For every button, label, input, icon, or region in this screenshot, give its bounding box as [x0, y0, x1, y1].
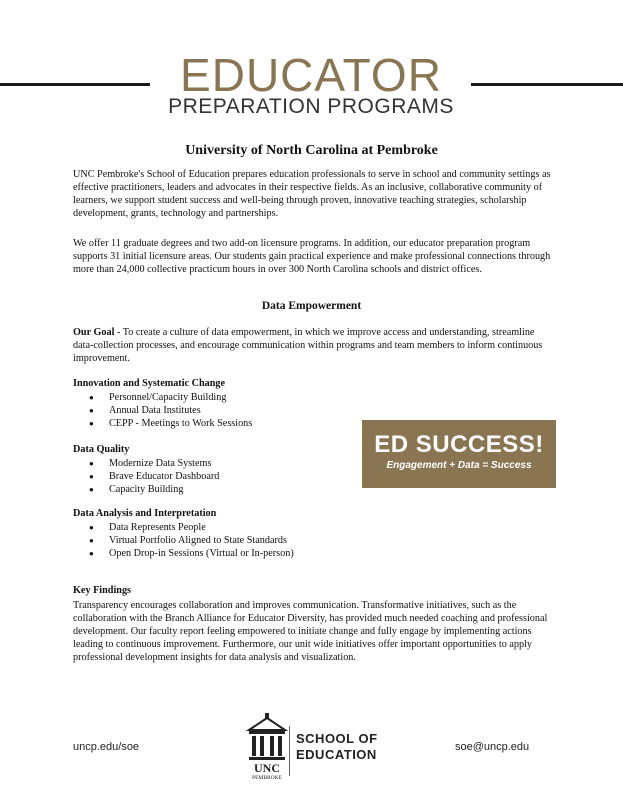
data-empowerment-title: Data Empowerment — [261, 300, 362, 312]
list-item: ● Annual Data Institutes — [89, 404, 252, 417]
section-heading-innovation: Innovation and Systematic Change — [73, 378, 225, 389]
goal-label: Our Goal — [73, 327, 115, 338]
list-item: ● Brave Educator Dashboard — [89, 470, 219, 483]
list-item: ● Data Represents People — [89, 521, 294, 534]
logo-text-top: UNC — [254, 761, 280, 775]
ed-success-callout — [362, 420, 556, 488]
list-item: ● CEPP - Meetings to Work Sessions — [89, 417, 252, 430]
section-heading-data-analysis: Data Analysis and Interpretation — [73, 508, 217, 519]
list-item: ● Open Drop-in Sessions (Virtual or In-person) — [89, 547, 294, 560]
intro-paragraph-1: UNC Pembroke's School of Education prepares education professionals to serve in school and community settings as effective practitioners, leaders and advocates in their respective fields. As an inclusive, collaborative community of learners, we support student success and well-being through proven, innovative teaching strategies, scholarship development, grants, technology and partnerships. — [73, 169, 551, 219]
website-link[interactable]: uncp.edu/soe — [73, 741, 140, 753]
goal-text: - To create a culture of data empowerment, in which we improve access and understanding, streamline data-collection processes, and encourage communication within programs and team members to inform continuous improvement. — [73, 327, 543, 364]
school-of-education-label — [296, 731, 378, 763]
innovation-list — [89, 391, 252, 430]
intro-paragraph-2: We offer 11 graduate degrees and two add-on licensure programs. In addition, our educator preparation program supports 31 initial licensure areas. Our students gain practical experience and make professional connections through more than 24,000 collective practicum hours in over 300 North Carolina schools and district offices. — [73, 238, 551, 275]
key-findings-heading: Key Findings — [73, 585, 132, 596]
header-rule-right — [471, 83, 623, 86]
data-analysis-list — [89, 521, 294, 560]
email-link[interactable]: soe@uncp.edu — [455, 741, 530, 753]
brand-subtitle: PREPARATION PROGRAMS — [168, 95, 454, 118]
list-item: ● Personnel/Capacity Building — [89, 391, 252, 404]
list-item: ● Virtual Portfolio Aligned to State Standards — [89, 534, 294, 547]
data-quality-list — [89, 457, 219, 496]
callout-title: ED SUCCESS! — [374, 431, 544, 458]
list-item: ● Modernize Data Systems — [89, 457, 219, 470]
header-rule-left — [0, 83, 150, 86]
footer-divider — [289, 726, 290, 776]
school-line-2: EDUCATION — [296, 747, 377, 762]
list-item: ● Capacity Building — [89, 483, 219, 496]
logo-text-bottom: PEMBROKE — [252, 775, 282, 780]
section-heading-data-quality: Data Quality — [73, 444, 130, 455]
brand-title: EDUCATOR — [180, 49, 442, 101]
uncp-building-logo — [243, 712, 291, 780]
key-findings-paragraph: Transparency encourages collaboration and improves communication. Transformative initiatives, such as the collaboration with the Branch Alliance for Educator Diversity, has provided much needed coaching and professional development. Our faculty report feeling empowered to initiate change and fully engage by implementing actions leading to continuous improvement. Furthermore, our unit wide initiatives offer important opportunities to apply professional development insights for data analysis and visualization. — [73, 600, 548, 663]
page-title: University of North Carolina at Pembroke — [185, 143, 438, 158]
school-line-1: SCHOOL OF — [296, 731, 378, 746]
goal-paragraph — [73, 326, 551, 365]
callout-subtitle: Engagement + Data = Success — [386, 460, 532, 471]
